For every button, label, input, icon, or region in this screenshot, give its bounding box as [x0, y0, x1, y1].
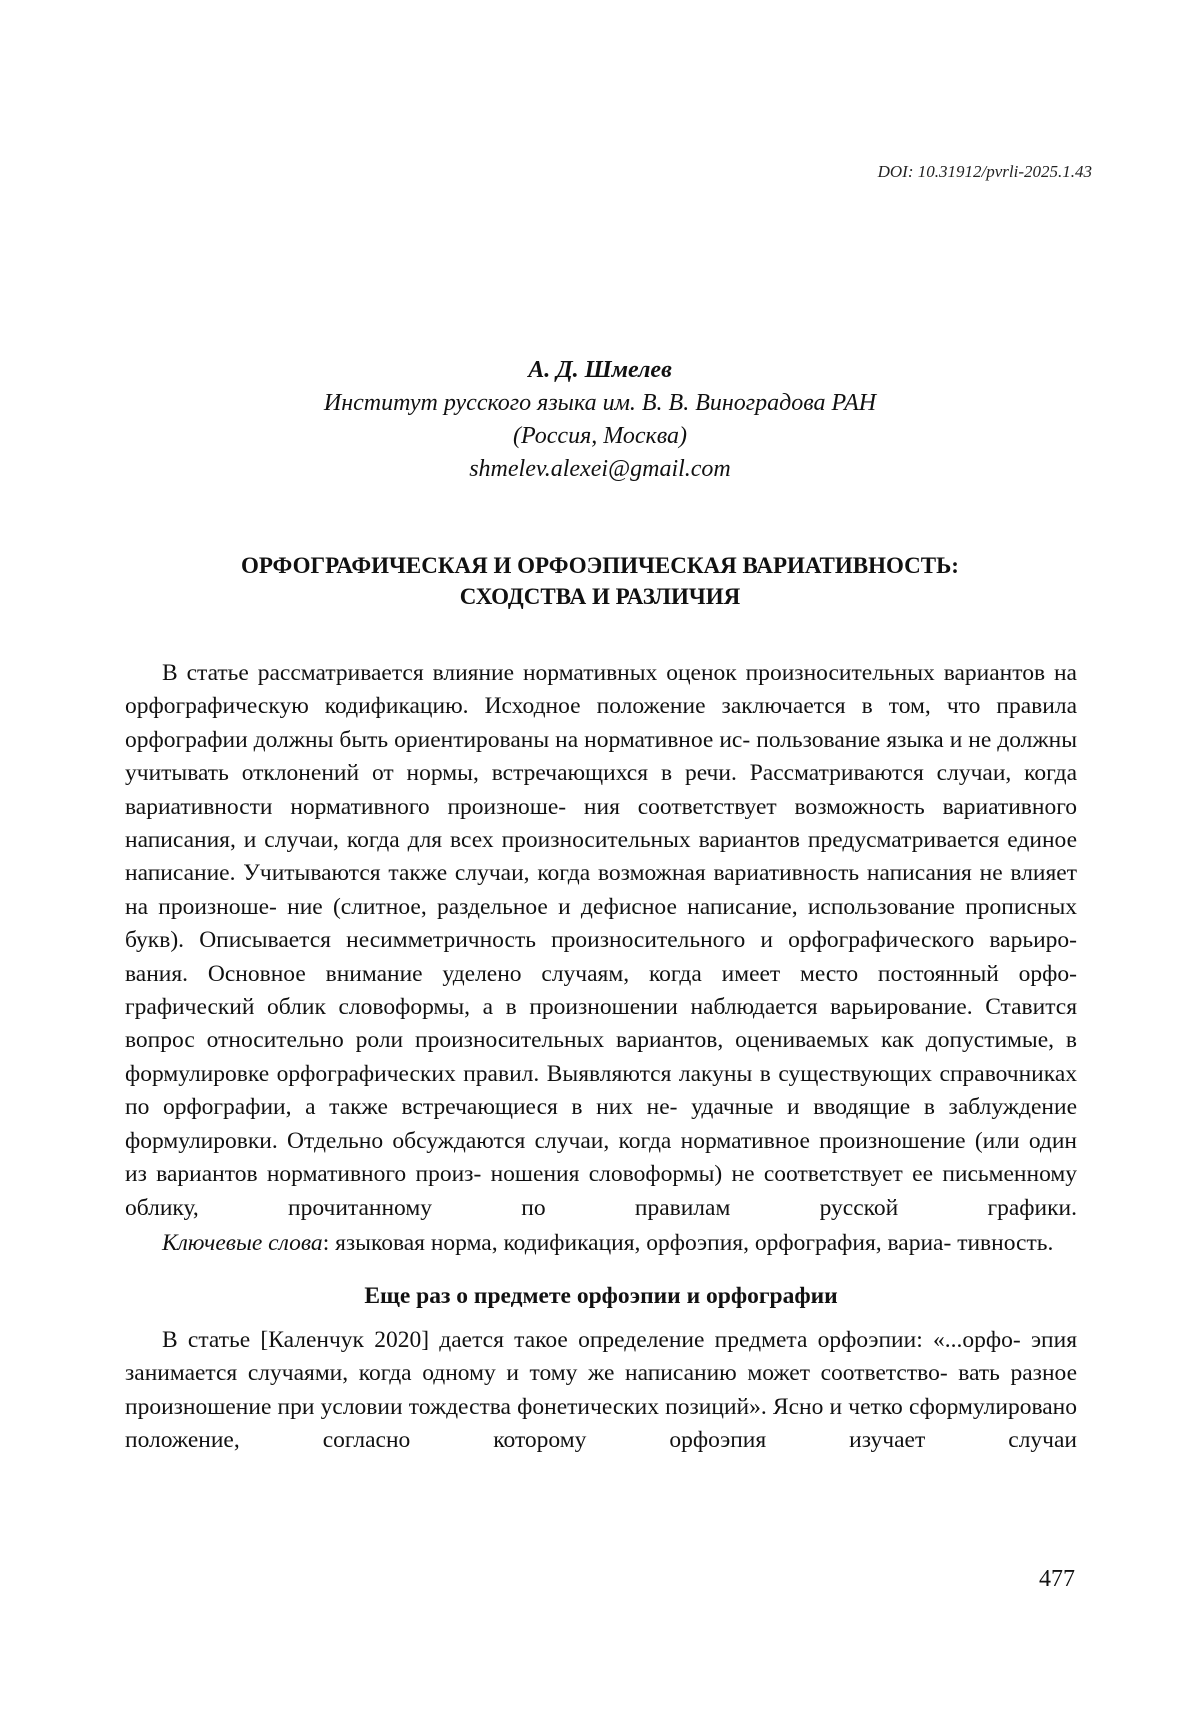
text-line: вариантов на орфографическую кодификацию. Исходное положение заключается: [125, 660, 1077, 720]
text-line: эпия занимается случаями, когда одному и тому же написанию может соответство-: [125, 1326, 1078, 1387]
title-line-1: ОРФОГРАФИЧЕСКАЯ И ОРФОЭПИЧЕСКАЯ ВАРИАТИВНОСТЬ:: [241, 553, 959, 578]
keywords-label: Ключевые слова: [162, 1229, 323, 1256]
abstract-paragraph: [125, 657, 1077, 1225]
text-line: ношения словоформы) не соответствует ее письменному облику, прочитанному по: [125, 1161, 1078, 1221]
text-line: как допустимые, в формулировке орфографических правил. Выявляются лакуны: [125, 1027, 1078, 1087]
keywords-line: : языковая норма, кодификация, орфоэпия, орфография, вариа-: [322, 1229, 952, 1256]
text-line: В статье рассматривается влияние нормативных оценок произносительных: [162, 660, 935, 686]
text-line: ния соответствует возможность вариативного написания, и случаи, когда для всех: [125, 793, 1078, 854]
section-heading: Еще раз о предмете орфоэпии и орфографии: [364, 1283, 838, 1310]
title-line-2: СХОДСТВА И РАЗЛИЧИЯ: [459, 584, 741, 609]
text-line: и четко сформулировано положение, согласно которому орфоэпия изучает случаи: [125, 1393, 1077, 1453]
article-title: [0, 550, 1200, 612]
text-line: в существующих справочниках по орфографии, а также встречающиеся в них не-: [125, 1060, 1077, 1121]
text-line: В статье [Каленчук 2020] дается такое определение предмета орфоэпии: «...орфо-: [162, 1326, 1021, 1353]
text-line: правилам русской графики.: [634, 1194, 1077, 1221]
page-number: 477: [1039, 1566, 1075, 1592]
location: (Россия, Москва): [512, 423, 688, 449]
text-line: ние (слитное, раздельное и дефисное написание, использование прописных букв).: [125, 893, 1077, 954]
article-body: [125, 657, 1077, 1457]
text-line: в том, что правила орфографии должны быть ориентированы на нормативное ис-: [125, 693, 1077, 753]
section-paragraph: [125, 1324, 1077, 1458]
text-line: пользование языка и не должны учитывать отклонений от нормы, встречающихся: [125, 726, 1077, 787]
email: shmelev.alexei@gmail.com: [469, 456, 731, 482]
text-line: Ставится вопрос относительно роли произносительных вариантов, оцениваемых: [125, 994, 1078, 1054]
keywords-line: тивность.: [957, 1229, 1054, 1256]
text-line: вать разное произношение при условии тождества фонетических позиций». Ясно: [125, 1360, 1077, 1420]
text-line: когда нормативное произношение (или один из вариантов нормативного произ-: [125, 1127, 1078, 1188]
author-block: [0, 354, 1200, 486]
author-name: А. Д. Шмелев: [528, 357, 672, 383]
text-line: Описывается несимметричность произносительного и орфографического варьиро-: [199, 927, 1077, 954]
text-line: произносительных вариантов предусматривается единое написание. Учитываются: [125, 827, 1078, 887]
text-line: в речи. Рассматриваются случаи, когда вариативности нормативного произноше-: [125, 760, 1077, 820]
text-line: графический облик словоформы, а в произношении наблюдается варьирование.: [125, 994, 973, 1021]
text-line: вания. Основное внимание уделено случаям, когда имеет место постоянный орфо-: [125, 960, 1077, 987]
text-line: также случаи, когда возможная вариативность написания не влияет на произноше-: [125, 860, 1078, 920]
doi-label: DOI: 10.31912/pvrli-2025.1.43: [877, 162, 1092, 181]
keywords-paragraph: [125, 1227, 1077, 1260]
text-line: удачные и вводящие в заблуждение формулировки. Отдельно обсуждаются случаи,: [125, 1094, 1078, 1154]
affiliation: Институт русского языка им. В. В. Виноградова РАН: [323, 390, 877, 416]
